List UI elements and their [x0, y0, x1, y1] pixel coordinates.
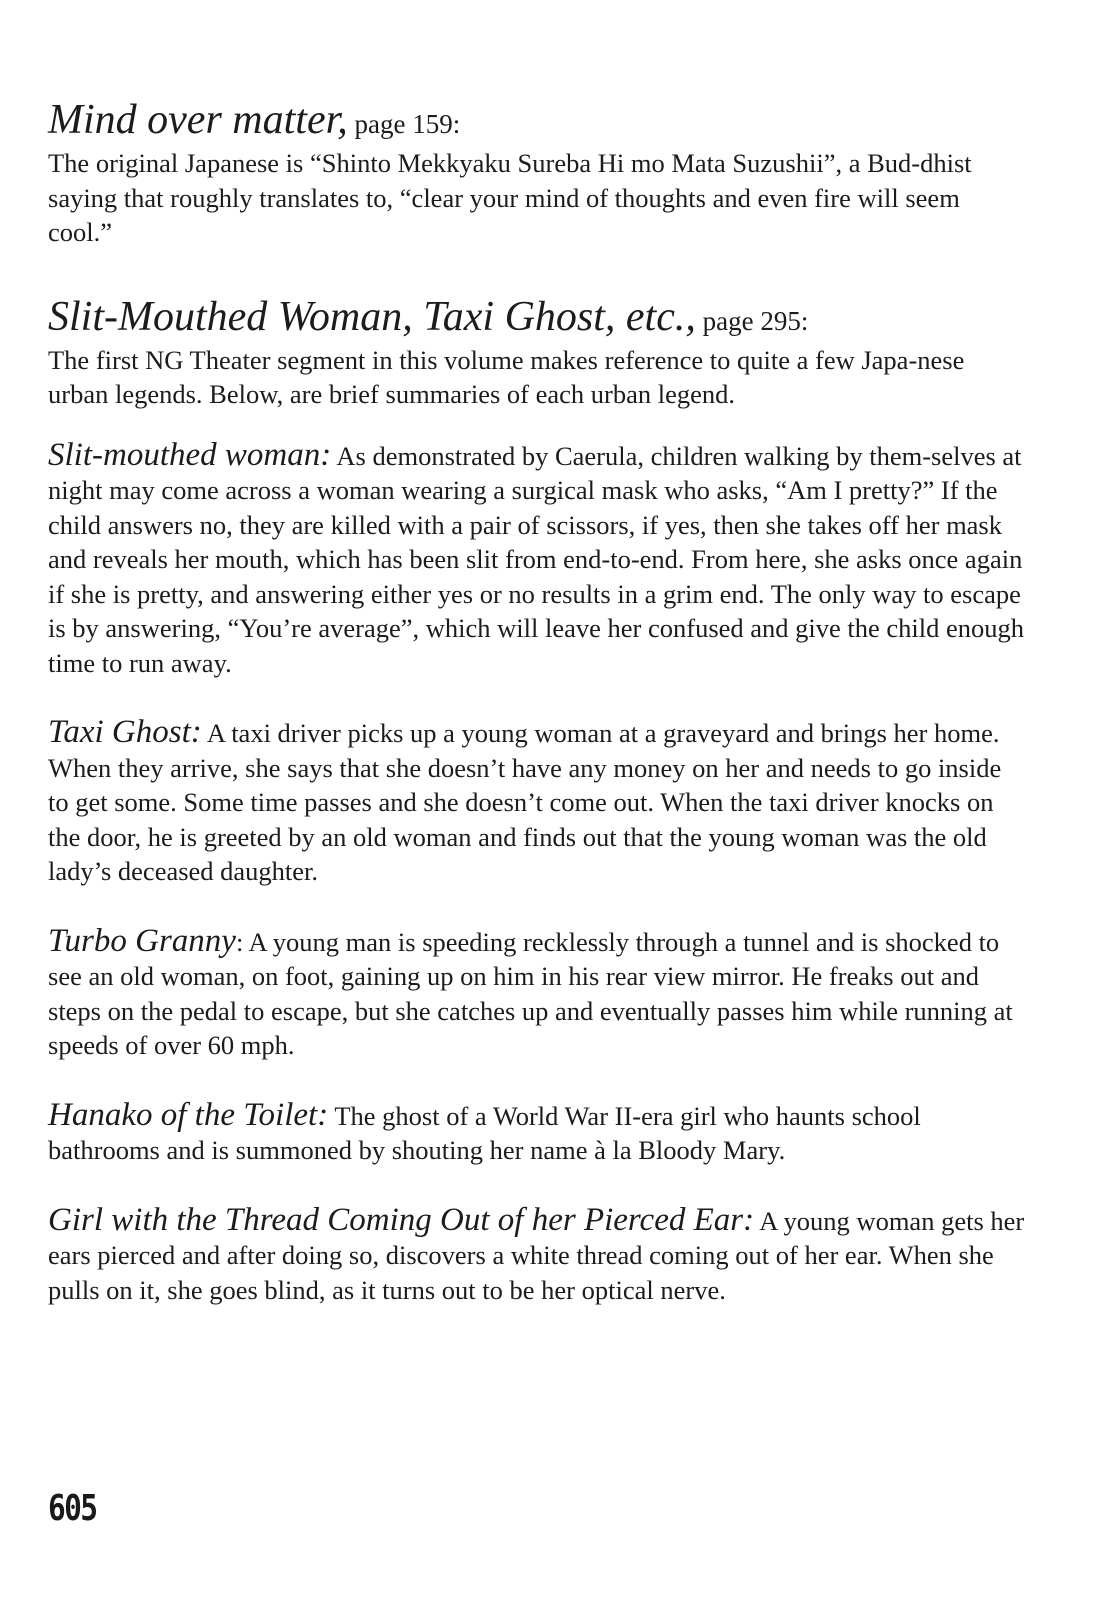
note-text: The first NG Theater segment in this volume makes reference to quite a few Japa-nese urban legends. Below, are brief summaries of each urban legend.: [48, 344, 965, 409]
entry-title: Hanako of the Toilet:: [48, 1096, 329, 1133]
page-number: 605: [48, 1488, 97, 1529]
entry-text: A young woman gets her ears pierced and after doing so, discovers a white thread coming out of her ear. When she pulls on it, she goes blind, as it turns out to be her optical nerve.: [48, 1205, 1025, 1305]
entry-text: A taxi driver picks up a young woman at a graveyard and brings her home. When they arrive, she says that she doesn’t have any money on her and needs to go inside to get some. Some time passes and she doesn’t come out. When the taxi driver knocks on the door, he is greeted by an old woman and finds out that the young woman was the old lady’s deceased daughter.: [48, 718, 1002, 886]
note-page-ref: page 159:: [347, 109, 461, 139]
entry-slit-mouthed-woman: [48, 438, 1028, 681]
note-text: The original Japanese is “Shinto Mekkyaku Sureba Hi mo Mata Suzushii”, a Bud-dhist saying that roughly translates to, “clear your mind of thoughts and even fire will seem cool.”: [48, 148, 972, 247]
note-title: Mind over matter,: [48, 97, 348, 143]
entry-title: Turbo Granny: [48, 922, 236, 959]
entry-hanako-of-the-toilet: [48, 1098, 1028, 1168]
entry-text: The ghost of a World War II-era girl who haunts school bathrooms and is summoned by shouting her name à la Bloody Mary.: [48, 1100, 921, 1165]
translation-notes-page: [48, 94, 1028, 1342]
entry-title: Slit-mouthed woman:: [48, 436, 332, 473]
note-urban-legends: [48, 291, 1028, 412]
entry-text: : A young man is speeding recklessly through a tunnel and is shocked to see an old woman, on foot, gaining up on him in his rear view mirror. He freaks out and steps on the pedal to escape, but she catches up and eventually passes him while running at speeds of over 60 mph.: [48, 926, 1013, 1060]
entry-taxi-ghost: [48, 715, 1028, 889]
entry-title: Taxi Ghost:: [48, 714, 202, 750]
note-page-ref: page 295:: [695, 305, 809, 336]
entry-text: As demonstrated by Caerula, children walking by them-selves at night may come across a woman wearing a surgical mask who asks, “Am I pretty?” If the child answers no, they are killed with a pair of scissors, if yes, then she takes off her mask and reveals her mouth, which has been slit from end-to-end. From here, she asks once again if she is pretty, and answering either yes or no results in a grim end. The only way to escape is by answering, “You’re average”, which will leave her confused and give the child enough time to run away.: [48, 440, 1025, 678]
entry-title: Girl with the Thread Coming Out of her Pierced Ear:: [48, 1201, 755, 1238]
entry-girl-with-thread: [48, 1203, 1028, 1308]
note-heading: [48, 291, 1028, 343]
note-heading: [48, 94, 1028, 146]
entry-turbo-granny: [48, 924, 1028, 1063]
note-title: Slit-Mouthed Woman, Taxi Ghost, etc.,: [48, 293, 696, 340]
note-mind-over-matter: [48, 94, 1028, 250]
